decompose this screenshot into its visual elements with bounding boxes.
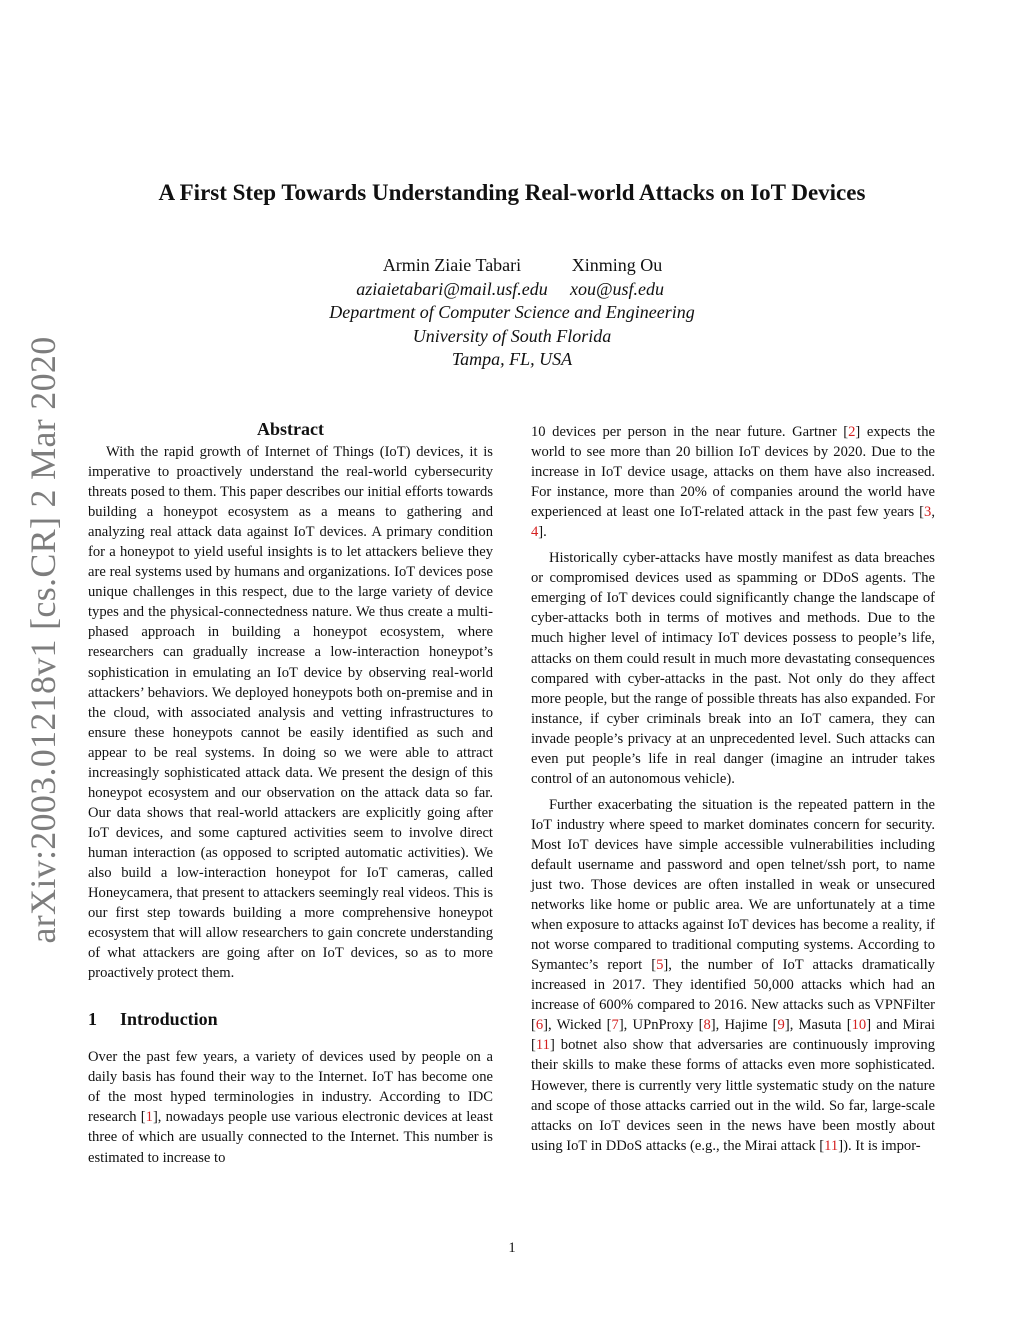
author-department: Department of Computer Science and Engineering <box>329 302 695 322</box>
abstract-text: With the rapid growth of Internet of Things (IoT) devices, it is imperative to proactively understand the real-world cybersecurity threats posed to them. This paper describes our initial efforts towards building a honeypot ecosystem as a means to gathering and analyzing real attack data against IoT devices. A primary condition for a honeypot to yield useful insights is to let attackers believe they are real systems used by humans and organizations. IoT devices pose unique challenges in this respect, due to the large variety of device types and the physical-connectedness nature. We thus create a multi-phased approach in building a honeypot ecosystem, where researchers can gradually increase a low-interaction honeypot’s sophistication in emulating an IoT device by observing real-world attackers’ behaviors. We deployed honeypots both on-premise and in the cloud, with associated analysis and vetting infrastructures to ensure these honeypots cannot be easily identified as such and appear to be real systems. In doing so we were able to attract increasingly sophisticated attack data. We present the design of this honeypot ecosystem and our observation on the attack data so far. Our data shows that real-world attackers are explicitly going after IoT devices, and some captured activities seem to involve direct human interaction (as opposed to scripted automatic activities). We also build a low-interaction honeypot for IoT cameras, called Honeycamera, that present to attackers seemingly real videos. This is our first step towards building a more comprehensive honeypot ecosystem that will allow researchers to gain concrete understanding of what attackers are going after on IoT devices, so as to more proactively protect them. <box>88 444 493 982</box>
paper-title: A First Step Towards Understanding Real-world Attacks on IoT Devices <box>158 180 866 205</box>
intro-paragraph: Over the past few years, a variety of devices used by people on a daily basis has found their way to the Internet. IoT has become one of the most hyped terminologies in industry. According to IDC research [1], nowadays people use various electronic devices at least three of which are usually connected to the Internet. This number is estimated to increase to <box>88 1049 493 1166</box>
body-paragraph: 10 devices per person in the near future. Gartner [2] expects the world to see more than 20 billion IoT devices by 2020. Due to the increase in IoT device usage, attacks on them have also increased. For instance, more than 20% of companies around the world have experienced at least one IoT-related attack in the past few years [3, 4]. <box>531 424 935 541</box>
arxiv-stamp: arXiv:2003.01218v1 [cs.CR] 2 Mar 2020 <box>23 336 63 944</box>
citation-link[interactable]: 1 <box>145 1109 153 1126</box>
right-column <box>531 422 935 1156</box>
author-emails <box>312 278 712 302</box>
left-column <box>88 418 493 1168</box>
citation-link[interactable]: 11 <box>824 1137 839 1154</box>
author-names <box>312 254 712 278</box>
author-name: Armin Ziaie Tabari <box>382 255 522 275</box>
citation-link[interactable]: 5 <box>656 957 664 974</box>
page-number: 1 <box>508 1240 516 1256</box>
author-block <box>312 254 712 372</box>
citation-link[interactable]: 8 <box>703 1017 711 1034</box>
author-email: aziaietabari@mail.usf.edu <box>356 278 548 299</box>
section-title: Introduction <box>120 1009 218 1030</box>
author-location: Tampa, FL, USA <box>451 349 573 369</box>
body-paragraph: Historically cyber-attacks have mostly manifest as data breaches or compromised devices used as spamming or DDoS agents. The emerging of IoT devices could significantly change the landscape of cyber-attacks both in terms of motives and methods. Due to the much higher level of intimacy IoT devices possess to people’s life, attacks on them could result in much more devastating consequences compared with cyber-attacks in the past. Not only do they affect more people, but the range of possible threats has also expanded. For instance, if cyber criminals break into an IoT camera, they can invade people’s privacy at an unprecedented level. Such attacks can even put people’s life in real danger (imagine an intruder takes control of an autonomous vehicle). <box>531 550 935 787</box>
citation-link[interactable]: 9 <box>777 1017 785 1034</box>
author-name: Xinming Ou <box>571 255 663 275</box>
citation-link[interactable]: 10 <box>851 1017 867 1034</box>
section-heading <box>88 1007 493 1031</box>
citation-link[interactable]: 7 <box>611 1017 619 1034</box>
abstract-heading: Abstract <box>257 419 324 439</box>
author-university: University of South Florida <box>412 325 612 346</box>
citation-link[interactable]: 11 <box>535 1037 550 1054</box>
citation-link[interactable]: 4 <box>531 524 539 541</box>
citation-link[interactable]: 2 <box>848 424 856 440</box>
author-email: xou@usf.edu <box>569 278 665 299</box>
citation-link[interactable]: 3 <box>924 504 932 521</box>
section-number: 1 <box>88 1009 97 1030</box>
body-paragraph: Further exacerbating the situation is the repeated pattern in the IoT industry where speed to market dominates concern for security. Most IoT devices have simple accessible vulnerabilities including default username and password and open telnet/ssh port, to name just two. Those devices are often installed in weak or unsecured networks like home or public area. We are unfortunately at a time when exposure to attacks against IoT devices has become a reality, if not worse compared to traditional computing systems. According to Symantec’s report [5], the number of IoT attacks dramatically increased in 2017. They identified 50,000 attacks which had an increase of 600% compared to 2016. New attacks such as VPNFilter [6], Wicked [7], UPnProxy [8], Hajime [9], Masuta [10] and Mirai [11] botnet also show that adversaries are continuously improving their skills to make these forms of attacks even more sophisticated. However, there is currently very little systematic study on the nature and scope of those attacks carried out in the wild. So far, large-scale attacks on IoT devices seen in the news have been mostly about using IoT in DDoS attacks (e.g., the Mirai attack [11]). It is impor- <box>531 796 936 1154</box>
citation-link[interactable]: 6 <box>535 1017 544 1034</box>
